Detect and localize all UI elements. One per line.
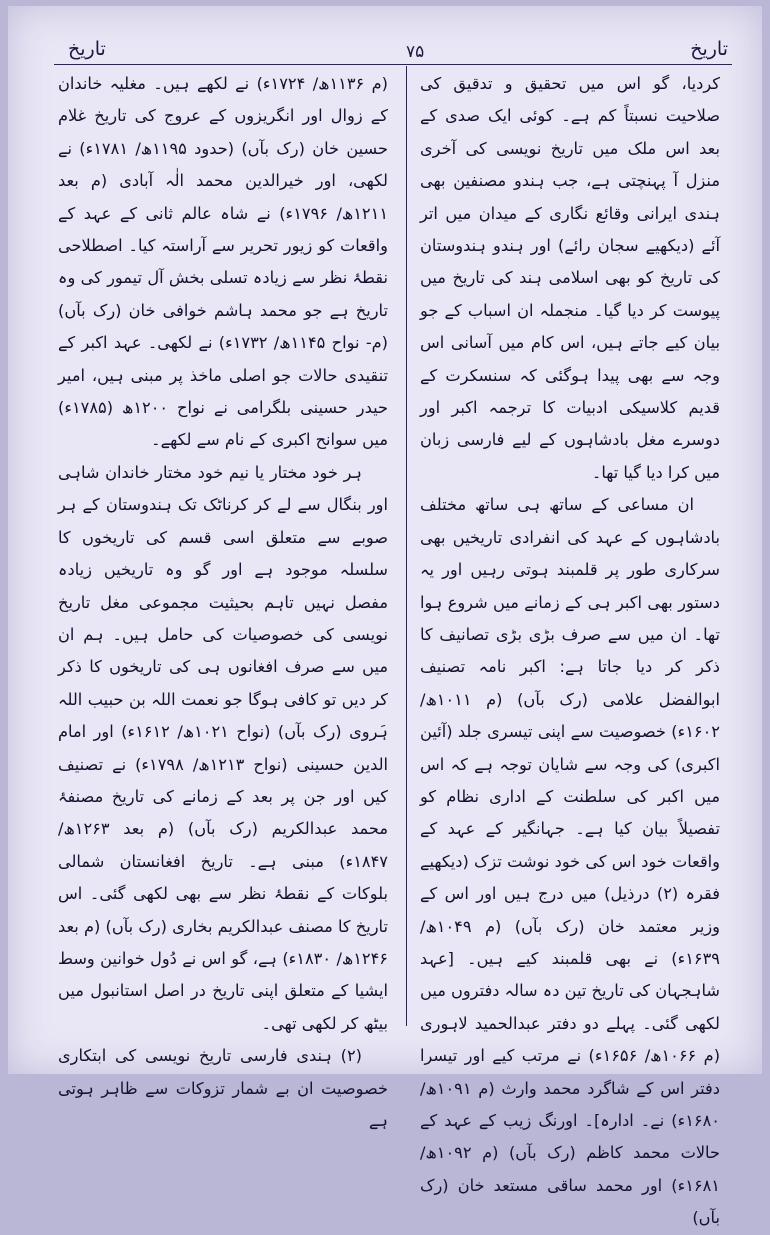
running-title-right: تاریخ <box>690 38 728 60</box>
left-paragraph-1: (م ۱۱۳۶ھ/ ۱۷۲۴ء) نے لکھے ہیں۔ مغلیہ خاندان کے زوال اور انگریزوں کے عروج کی تاریخ غلام حسین خان (رک بآں) (حدود ۱۱۹۵ھ/ ۱۷۸۱ء) نے لکھی، اور خیرالدین محمد الٰہ آبادی (م بعد ۱۲۱۱ھ/ ۱۷۹۶ء) نے شاہ عالم ثانی کے عہد کے واقعات کو زیور تحریر سے آراستہ کیا۔ اصطلاحی نقطۂ نظر سے زیادہ تسلی بخش آل تیمور کی وہ تاریخ ہے جو محمد ہاشم خوافی خان (رک بآں) (م- نواح ۱۱۴۵ھ/ ۱۷۳۲ء) نے لکھی۔ عہد اکبر کے تنقیدی حالات جو اصلی ماخذ پر مبنی ہیں، امیر حیدر حسینی بلگرامی نے نواح ۱۲۰۰ھ (۱۷۸۵ء) میں سوانح اکبری کے نام سے لکھے۔ <box>58 68 388 457</box>
running-title-left: تاریخ <box>68 38 106 60</box>
right-paragraph-2: ان مساعی کے ساتھ ہی ساتھ مختلف بادشاہوں کے عہد کی انفرادی تاریخیں بھی سرکاری طور پر قلمبند ہوتی رہیں اور یہ دستور بھی اکبر ہی کے زمانے میں شروع ہوا تھا۔ ان میں سے صرف بڑی بڑی تصانیف کا ذکر کر دیا جاتا ہے: اکبر نامہ تصنیف ابوالفضل علامی (رک بآں) (م ۱۰۱۱ھ/ ۱۶۰۲ء) خصوصیت سے اپنی تیسری جلد (آئین اکبری) کی وجہ سے شایان توجہ ہے کہ اس میں اکبر کی سلطنت کے اداری نظام کو تفصیلاً بیان کیا ہے۔ جہانگیر کے عہد کے واقعات خود اس کی خود نوشت تزک (دیکھیے فقرہ (۲) درذیل) میں درج ہیں اور اس کے وزیر معتمد خان (رک بآں) (م ۱۰۴۹ھ/ ۱۶۳۹ء) نے بھی قلمبند کیے ہیں۔ [عہد شاہجہان کی تاریخ تین دہ سالہ دفتروں میں لکھی گئی۔ پہلے دو دفتر عبدالحمید لاہوری (م ۱۰۶۶ھ/ ۱۶۵۶ء) نے مرتب کیے اور تیسرا دفتر اس کے شاگرد محمد وارث (م ۱۰۹۱ھ/ ۱۶۸۰ء) نے۔ ادارہ]۔ اورنگ زیب کے عہد کے حالات محمد کاظم (رک بآں) (م ۱۰۹۲ھ/ ۱۶۸۱ء) اور محمد ساقی مستعد خان (رک بآں) <box>420 489 720 1234</box>
left-column <box>58 68 388 1060</box>
right-column <box>420 68 720 1060</box>
right-paragraph-1: کردیا، گو اس میں تحقیق و تدقیق کی صلاحیت نسبتاً کم ہے۔ کوئی ایک صدی کے بعد اس ملک میں تاریخ نویسی کی آخری منزل آ پہنچتی ہے، جب ہندو مصنفین بھی ہندی ایرانی وقائع نگاری کے میدان میں اتر آئے (دیکھیے سجان رائے) اور ہندو ہندوستان کی تاریخ کو بھی اسلامی ہند کی تاریخ میں پیوست کر دیا گیا۔ منجملہ ان اسباب کے جو بیان کیے جاتے ہیں، اس کام میں آسانی اس وجہ سے بھی پیدا ہوگئی کہ سنسکرت کے قدیم کلاسیکی ادبیات کا ترجمہ اکبر اور دوسرے مغل بادشاہوں کے لیے فارسی زبان میں کرا دیا گیا تھا۔ <box>420 68 720 489</box>
left-paragraph-2: ہر خود مختار یا نیم خود مختار خاندان شاہی اور بنگال سے لے کر کرناٹک تک ہندوستان کے ہر صوبے سے متعلق اسی قسم کی تاریخوں کا سلسلہ موجود ہے اور گو وہ تاریخیں زیادہ مفصل نہیں تاہم بحیثیت مجموعی مغل تاریخ نویسی کی خصوصیات کی حامل ہیں۔ ہم ان میں سے صرف افغانوں ہی کی تاریخوں کا ذکر کر دیں تو کافی ہوگا جو نعمت اللہ بن حبیب اللہ ہَروی (رک بآں) (نواح ۱۰۲۱ھ/ ۱۶۱۲ء) اور امام الدین حسینی (نواح ۱۲۱۳ھ/ ۱۷۹۸ء) نے تصنیف کیں اور جن پر بعد کے زمانے کی تاریخ مصنفۂ محمد عبدالکریم (رک بآں) (م بعد ۱۲۶۳ھ/ ۱۸۴۷ء) مبنی ہے۔ تاریخ افغانستان شمالی بلوکات کے نقطۂ نظر سے بھی لکھی گئی۔ اس تاریخ کا مصنف عبدالکریم بخاری (رک بآں) (م بعد ۱۲۴۶ھ/ ۱۸۳۰ء) ہے، گو اس نے دُول خوانین وسط ایشیا کے متعلق اپنی تاریخ در اصل استانبول میں بیٹھ کر لکھی تھی۔ <box>58 457 388 1040</box>
page-number: ۷۵ <box>406 42 424 62</box>
column-divider <box>406 66 407 1026</box>
header-rule <box>54 64 732 65</box>
left-paragraph-3: (۲) ہندی فارسی تاریخ نویسی کی ابتکاری خصوصیت ان بے شمار تزوکات سے ظاہر ہوتی ہے <box>58 1040 388 1137</box>
